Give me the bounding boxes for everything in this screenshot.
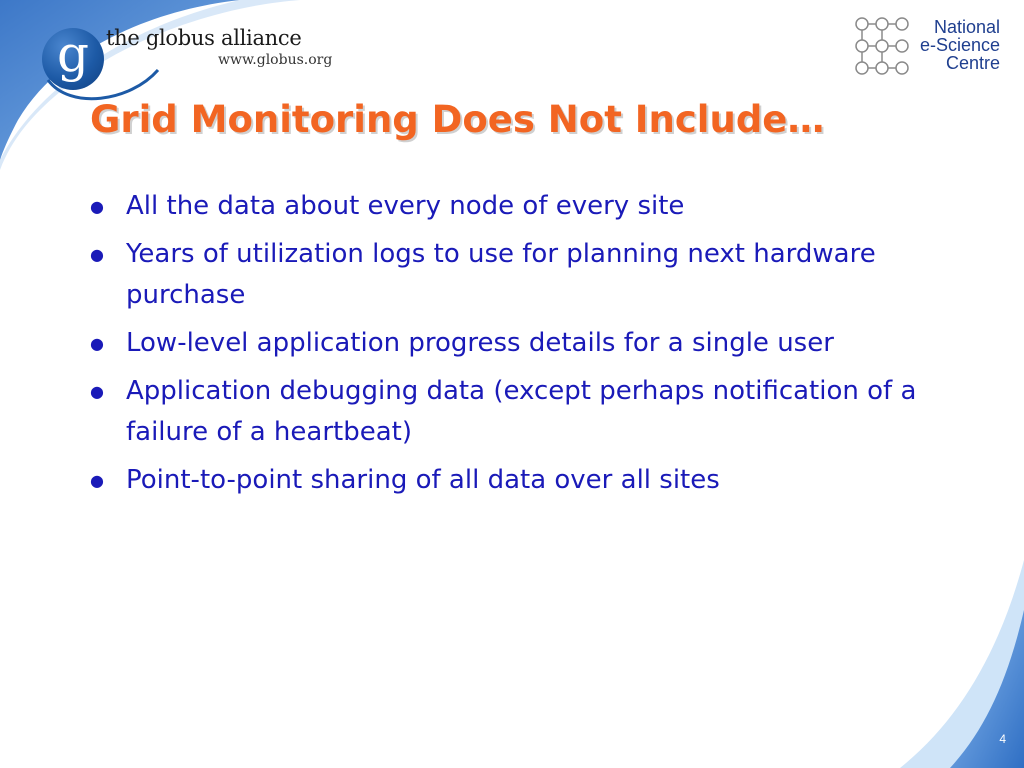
bullet-text: Point-to-point sharing of all data over all sites (126, 465, 720, 495)
nesc-name (916, 18, 1000, 72)
globus-alliance-logo (40, 22, 340, 102)
bullet-dot-icon: ● (90, 334, 104, 353)
nesc-line-centre: Centre (945, 53, 1000, 73)
bullet-item (88, 460, 928, 501)
nesc-grid-icon (854, 16, 916, 78)
nesc-line-national: National (933, 17, 1000, 37)
globus-alliance-name: the globus alliance (106, 26, 302, 50)
bullet-dot-icon: ● (90, 197, 104, 216)
bullet-item (88, 323, 928, 364)
bullet-dot-icon: ● (90, 471, 104, 490)
globus-url: www.globus.org (218, 52, 333, 68)
page-number: 4 (999, 732, 1006, 746)
bullet-item (88, 371, 928, 453)
slide-title: Grid Monitoring Does Not Include… (90, 98, 825, 141)
bullet-text: Application debugging data (except perhaps notification of a failure of a heartbeat) (126, 376, 917, 447)
nesc-logo (854, 16, 1010, 78)
bullet-dot-icon: ● (90, 382, 104, 401)
globus-g-icon: g (42, 28, 104, 90)
bullet-item (88, 186, 928, 227)
bullet-text: All the data about every node of every site (126, 191, 685, 221)
bullet-text: Years of utilization logs to use for planning next hardware purchase (126, 239, 876, 310)
bullet-item (88, 234, 928, 316)
bullet-dot-icon: ● (90, 245, 104, 264)
bullet-text: Low-level application progress details for a single user (126, 328, 834, 358)
bullet-list (88, 186, 928, 508)
nesc-line-escience: e-Science (919, 35, 1000, 55)
